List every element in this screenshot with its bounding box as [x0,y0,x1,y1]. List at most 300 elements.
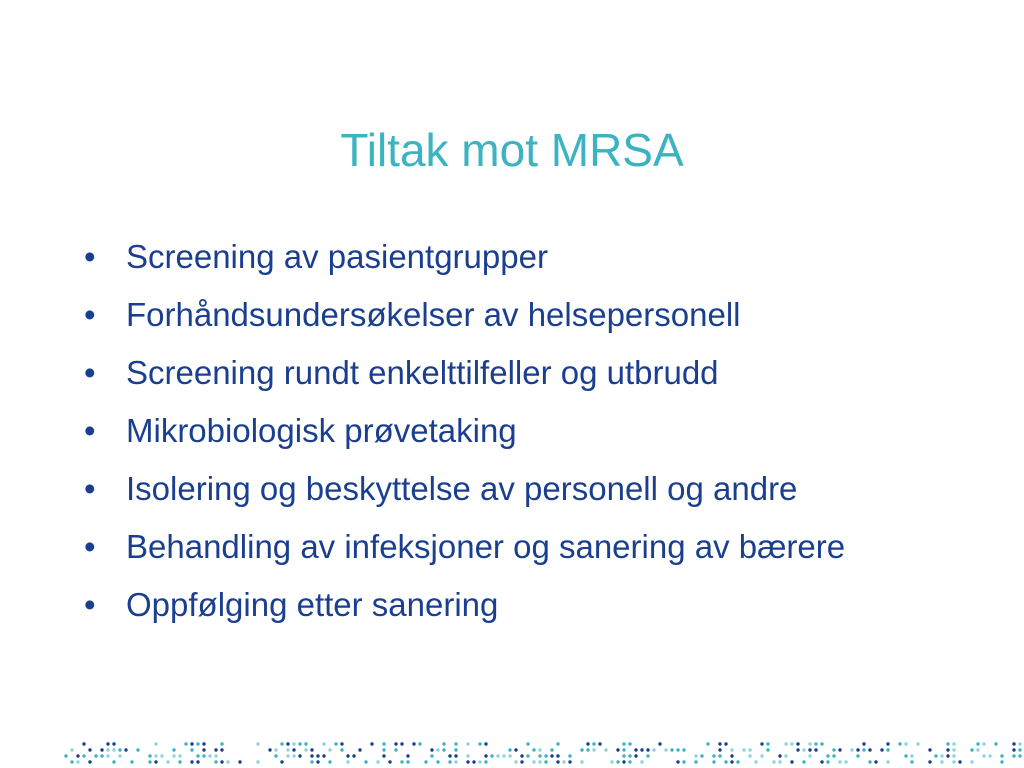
pattern-dot [112,748,115,751]
pattern-dot [226,760,229,763]
pattern-dot [346,760,349,763]
pattern-dot [646,754,649,757]
pattern-dot [82,742,85,745]
pattern-dot [910,760,913,763]
pattern-dot [1018,748,1021,751]
pattern-dot [538,748,541,751]
pattern-dot [766,742,769,745]
pattern-dot [808,742,811,745]
pattern-dot [592,748,595,751]
pattern-dot [424,760,427,763]
pattern-dot [730,754,733,757]
bullet-list [84,228,1014,634]
pattern-dot [148,760,151,763]
pattern-dot [148,754,151,757]
pattern-dot [868,748,871,751]
pattern-dot [316,754,319,757]
pattern-dot [994,742,997,745]
pattern-dot [478,760,481,763]
pattern-dot [940,754,943,757]
pattern-dot [682,760,685,763]
pattern-dot [694,754,697,757]
pattern-dot [406,754,409,757]
pattern-dot [214,754,217,757]
pattern-dot [928,748,931,751]
pattern-dot [154,742,157,745]
pattern-dot [712,760,715,763]
pattern-dot [586,748,589,751]
pattern-dot [520,754,523,757]
pattern-dot [166,760,169,763]
bullet-marker: • [84,238,96,275]
bullet-marker: • [84,586,96,623]
pattern-dot [310,754,313,757]
bullet-text: Forhåndsundersøkelser av helsepersonell [126,296,741,333]
pattern-dot [904,742,907,745]
pattern-dot [748,754,751,757]
pattern-dot [556,760,559,763]
pattern-dot [514,748,517,751]
pattern-dot [604,748,607,751]
pattern-dot [454,748,457,751]
pattern-dot [658,742,661,745]
pattern-dot [826,760,829,763]
pattern-dot [982,742,985,745]
pattern-dot [886,742,889,745]
pattern-dot [1012,742,1015,745]
pattern-dot [814,742,817,745]
pattern-dot [364,760,367,763]
pattern-dot [466,760,469,763]
pattern-dot [394,742,397,745]
pattern-dot [328,760,331,763]
pattern-dot [208,754,211,757]
bullet-item [84,228,1014,286]
pattern-dot [190,760,193,763]
bullet-text: Mikrobiologisk prøvetaking [126,412,517,449]
pattern-dot [1000,760,1003,763]
pattern-dot [526,742,529,745]
pattern-dot [958,760,961,763]
pattern-dot [754,760,757,763]
pattern-dot [982,754,985,757]
pattern-dot [130,760,133,763]
pattern-dot [652,748,655,751]
bullet-marker: • [84,412,96,449]
pattern-dot [580,760,583,763]
pattern-dot [388,760,391,763]
pattern-dot [202,748,205,751]
pattern-dot [286,754,289,757]
pattern-dot [454,754,457,757]
pattern-dot [946,742,949,745]
pattern-dot [418,742,421,745]
pattern-dot [952,754,955,757]
pattern-dot [382,754,385,757]
pattern-dot [538,760,541,763]
pattern-dot [748,748,751,751]
pattern-dot [778,760,781,763]
pattern-dot [94,754,97,757]
pattern-dot [502,754,505,757]
pattern-dot [808,748,811,751]
pattern-dot [316,760,319,763]
pattern-dot [238,760,241,763]
pattern-dot [742,748,745,751]
pattern-dot [886,760,889,763]
pattern-dot [790,742,793,745]
pattern-dot [526,754,529,757]
pattern-dot [772,760,775,763]
bullet-item [84,518,1014,576]
pattern-dot [832,748,835,751]
pattern-dot [106,748,109,751]
pattern-dot [862,742,865,745]
pattern-dot [700,754,703,757]
pattern-dot [154,754,157,757]
pattern-dot [868,760,871,763]
pattern-dot [382,742,385,745]
pattern-dot [154,760,157,763]
pattern-dot [76,760,79,763]
pattern-dot [676,748,679,751]
pattern-dot [568,760,571,763]
pattern-dot [730,760,733,763]
pattern-dot [640,760,643,763]
pattern-dot [256,742,259,745]
pattern-dot [1012,754,1015,757]
pattern-dot [832,754,835,757]
pattern-dot [874,760,877,763]
pattern-dot [676,760,679,763]
pattern-dot [64,754,67,757]
pattern-dot [412,742,415,745]
pattern-dot [916,742,919,745]
pattern-dot [556,754,559,757]
pattern-dot [952,748,955,751]
pattern-dot [256,760,259,763]
pattern-dot [100,754,103,757]
pattern-dot [730,748,733,751]
pattern-dot [898,742,901,745]
pattern-dot [286,748,289,751]
pattern-dot [628,742,631,745]
pattern-dot [178,760,181,763]
bullet-item [84,286,1014,344]
pattern-dot [1018,754,1021,757]
pattern-dot [334,742,337,745]
pattern-dot [790,760,793,763]
bullet-text: Oppfølging etter sanering [126,586,499,623]
pattern-dot [430,748,433,751]
pattern-dot [196,760,199,763]
pattern-dot [88,760,91,763]
pattern-dot [970,748,973,751]
pattern-dot [322,742,325,745]
pattern-dot [838,748,841,751]
pattern-dot [382,748,385,751]
pattern-dot [496,754,499,757]
pattern-dot [88,748,91,751]
pattern-dot [280,760,283,763]
pattern-dot [466,742,469,745]
pattern-dot [190,742,193,745]
pattern-dot [814,748,817,751]
pattern-dot [736,760,739,763]
pattern-dot [184,742,187,745]
pattern-dot [328,748,331,751]
pattern-dot [352,754,355,757]
pattern-dot [106,754,109,757]
pattern-dot [904,754,907,757]
bullet-item [84,576,1014,634]
decorative-dot-pattern [64,738,1024,768]
pattern-dot [292,754,295,757]
pattern-dot [274,748,277,751]
pattern-dot [484,760,487,763]
pattern-dot [478,742,481,745]
pattern-dot [616,760,619,763]
pattern-dot [946,754,949,757]
pattern-dot [76,754,79,757]
pattern-dot [550,754,553,757]
pattern-dot [124,748,127,751]
pattern-dot [214,760,217,763]
pattern-dot [304,748,307,751]
pattern-dot [592,742,595,745]
pattern-dot [490,754,493,757]
pattern-dot [850,748,853,751]
pattern-dot [454,742,457,745]
pattern-dot [784,742,787,745]
pattern-dot [394,748,397,751]
pattern-dot [346,754,349,757]
pattern-dot [622,748,625,751]
pattern-dot [718,754,721,757]
bullet-marker: • [84,528,96,565]
pattern-dot [760,754,763,757]
pattern-dot [508,748,511,751]
pattern-dot [448,754,451,757]
pattern-dot [856,748,859,751]
pattern-dot [472,760,475,763]
pattern-dot [436,760,439,763]
pattern-dot [976,748,979,751]
slide-title: Tiltak mot MRSA [340,124,684,176]
pattern-dot [778,754,781,757]
pattern-dot [304,742,307,745]
pattern-dot [856,754,859,757]
pattern-dot [340,742,343,745]
pattern-dot [556,742,559,745]
pattern-dot [70,760,73,763]
pattern-dot [634,748,637,751]
pattern-dot [220,742,223,745]
pattern-dot [796,748,799,751]
pattern-dot [202,754,205,757]
pattern-dot [826,754,829,757]
pattern-dot [532,748,535,751]
pattern-dot [340,748,343,751]
pattern-dot [544,760,547,763]
pattern-dot [268,748,271,751]
pattern-dot [1012,748,1015,751]
pattern-dot [196,742,199,745]
pattern-dot [172,748,175,751]
pattern-dot [82,754,85,757]
pattern-dot [538,754,541,757]
pattern-dot [802,760,805,763]
pattern-dot [136,748,139,751]
pattern-dot [712,754,715,757]
pattern-dot [622,754,625,757]
pattern-dot [970,760,973,763]
pattern-dot [298,754,301,757]
pattern-dot [838,760,841,763]
pattern-dot [760,742,763,745]
pattern-dot [214,748,217,751]
bullet-text: Screening rundt enkelttilfeller og utbrudd [126,354,719,391]
pattern-dot [70,748,73,751]
pattern-dot [844,760,847,763]
pattern-dot [766,748,769,751]
bullet-text: Isolering og beskyttelse av personell og andre [126,470,798,507]
pattern-dot [310,760,313,763]
pattern-dot [514,760,517,763]
pattern-dot [724,760,727,763]
pattern-dot [928,760,931,763]
pattern-dot [406,760,409,763]
pattern-dot [934,754,937,757]
pattern-dot [820,742,823,745]
pattern-dot [622,760,625,763]
bullet-text: Screening av pasientgrupper [126,238,548,275]
pattern-dot [202,742,205,745]
pattern-dot [802,748,805,751]
pattern-dot [274,754,277,757]
pattern-dot [808,754,811,757]
pattern-dot [940,760,943,763]
pattern-dot [664,748,667,751]
pattern-dot [694,760,697,763]
pattern-dot [886,748,889,751]
pattern-dot [988,754,991,757]
pattern-dot [568,754,571,757]
pattern-dot [610,760,613,763]
pattern-dot [946,748,949,751]
pattern-dot [436,748,439,751]
pattern-dot [106,742,109,745]
pattern-dot [640,748,643,751]
pattern-dot [880,748,883,751]
pattern-dot [160,754,163,757]
bullet-marker: • [84,296,96,333]
pattern-dot [976,742,979,745]
pattern-dot [550,748,553,751]
pattern-dot [190,748,193,751]
bullet-item [84,460,1014,518]
pattern-dot [448,760,451,763]
pattern-dot [220,760,223,763]
bullet-item [84,344,1014,402]
pattern-dot [280,742,283,745]
pattern-dot [616,748,619,751]
pattern-dot [580,748,583,751]
pattern-dot [484,754,487,757]
pattern-dot [484,742,487,745]
pattern-dot [442,742,445,745]
pattern-dot [118,754,121,757]
pattern-dot [118,748,121,751]
pattern-dot [706,742,709,745]
pattern-dot [862,748,865,751]
pattern-dot [520,760,523,763]
pattern-dot [430,754,433,757]
pattern-dot [112,742,115,745]
pattern-dot [454,760,457,763]
bullet-marker: • [84,470,96,507]
pattern-dot [532,760,535,763]
pattern-dot [598,742,601,745]
pattern-dot [1018,742,1021,745]
bullet-text: Behandling av infeksjoner og sanering av bærere [126,528,846,565]
pattern-dot [298,742,301,745]
pattern-dot [112,760,115,763]
pattern-dot [358,748,361,751]
pattern-dot [718,748,721,751]
pattern-dot [784,754,787,757]
pattern-dot [370,742,373,745]
pattern-dot [196,754,199,757]
pattern-dot [400,742,403,745]
pattern-dot [628,754,631,757]
pattern-dot [952,760,955,763]
pattern-dot [286,742,289,745]
pattern-dot [100,748,103,751]
pattern-dot [910,754,913,757]
pattern-dot [820,760,823,763]
pattern-dot [718,742,721,745]
pattern-dot [682,748,685,751]
pattern-dot [442,748,445,751]
pattern-dot [586,742,589,745]
pattern-dot [646,748,649,751]
bullet-marker: • [84,354,96,391]
pattern-dot [400,760,403,763]
pattern-dot [310,748,313,751]
pattern-dot [292,748,295,751]
pattern-dot [628,760,631,763]
pattern-dot [220,748,223,751]
pattern-dot [376,760,379,763]
pattern-dot [178,754,181,757]
pattern-dot [634,754,637,757]
pattern-dot [952,742,955,745]
pattern-dot [508,754,511,757]
pattern-dot [562,760,565,763]
bullet-item [84,402,1014,460]
pattern-dot [172,754,175,757]
pattern-dot [622,742,625,745]
pattern-dot [1000,754,1003,757]
pattern-dot [466,754,469,757]
pattern-dot [544,754,547,757]
pattern-dot [796,742,799,745]
pattern-dot [724,742,727,745]
pattern-dot [292,742,295,745]
pattern-dot [322,754,325,757]
pattern-dot [670,748,673,751]
